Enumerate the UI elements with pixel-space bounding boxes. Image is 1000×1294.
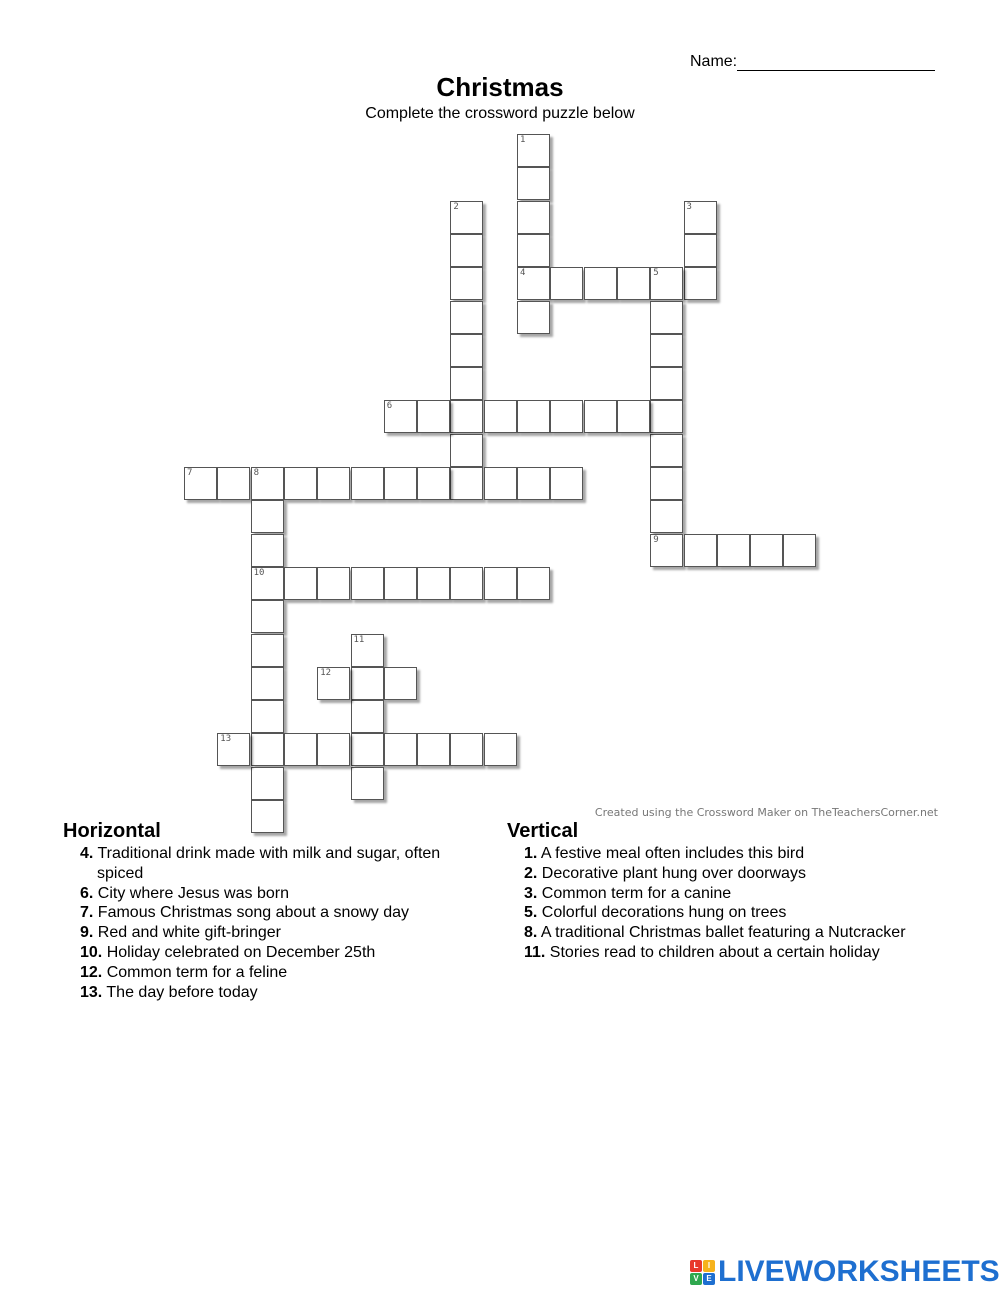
crossword-cell[interactable] — [450, 400, 483, 433]
clue-number: 12 — [320, 667, 332, 678]
crossword-cell[interactable] — [351, 767, 384, 800]
clue-num: 3. — [524, 884, 538, 902]
crossword-cell[interactable] — [484, 467, 517, 500]
crossword-cell[interactable] — [417, 733, 450, 766]
clue-text: Colorful decorations hung on trees — [537, 904, 787, 922]
crossword-cell[interactable] — [351, 567, 384, 600]
clue-num: 9. — [80, 924, 94, 942]
clue-text: The day before today — [102, 983, 258, 1001]
name-label: Name: — [690, 53, 738, 70]
crossword-cell[interactable] — [650, 267, 683, 300]
crossword-cell[interactable] — [450, 733, 483, 766]
clue-num: 1. — [524, 845, 538, 862]
clue-number: 5 — [653, 268, 659, 279]
crossword-cell[interactable] — [484, 567, 517, 600]
crossword-cell[interactable] — [384, 667, 417, 700]
clue-text: A festive meal often includes this bird — [537, 845, 805, 862]
crossword-cell[interactable] — [450, 467, 483, 500]
vertical-clue-list — [507, 844, 957, 963]
clue-number: 10 — [253, 567, 265, 578]
crossword-cell[interactable] — [517, 167, 550, 200]
crossword-cell[interactable] — [351, 733, 384, 766]
crossword-cell[interactable] — [417, 567, 450, 600]
horizontal-clue-list — [63, 844, 483, 1002]
crossword-cell[interactable] — [517, 201, 550, 234]
logo-letter-tile: L — [690, 1260, 702, 1272]
crossword-cell[interactable] — [251, 733, 284, 766]
crossword-cell[interactable] — [517, 467, 550, 500]
horizontal-clue — [80, 903, 483, 923]
crossword-cell[interactable] — [650, 534, 683, 567]
crossword-cell[interactable] — [517, 267, 550, 300]
clue-number: 3 — [686, 201, 692, 212]
crossword-cell[interactable] — [384, 467, 417, 500]
clue-num: 5. — [524, 904, 538, 922]
crossword-cell[interactable] — [251, 534, 284, 567]
clue-number: 7 — [187, 468, 193, 478]
crossword-cell[interactable] — [684, 267, 717, 300]
crossword-cell[interactable] — [317, 567, 350, 600]
horizontal-clue — [80, 844, 483, 884]
clue-text: Common term for a feline — [102, 963, 288, 981]
horizontal-clue — [80, 884, 483, 904]
page-title: Christmas — [436, 72, 564, 102]
crossword-cell[interactable] — [450, 367, 483, 400]
crossword-cell[interactable] — [351, 667, 384, 700]
crossword-cell[interactable] — [317, 467, 350, 500]
crossword-cell[interactable] — [450, 267, 483, 300]
crossword-cell[interactable] — [251, 667, 284, 700]
crossword-cell[interactable] — [550, 267, 583, 300]
clue-text: Decorative plant hung over doorways — [537, 864, 806, 882]
horizontal-clues — [63, 820, 483, 1002]
crossword-cell[interactable] — [217, 733, 250, 766]
clue-text: Stories read to children about a certain holiday — [545, 943, 880, 961]
vertical-clue — [524, 943, 957, 963]
clue-number: 13 — [220, 734, 232, 745]
clue-number: 11 — [353, 634, 365, 645]
clue-num: 8. — [524, 924, 538, 942]
crossword-cell[interactable] — [484, 400, 517, 433]
vertical-heading: Vertical — [507, 820, 579, 842]
crossword-cell[interactable] — [284, 733, 317, 766]
crossword-cell[interactable] — [584, 400, 617, 433]
crossword-cell[interactable] — [384, 733, 417, 766]
clue-num: 7. — [80, 904, 94, 922]
crossword-cell[interactable] — [217, 467, 250, 500]
crossword-cell[interactable] — [251, 600, 284, 633]
horizontal-clue — [80, 943, 483, 963]
clue-num: 6. — [80, 884, 94, 902]
crossword-cell[interactable] — [617, 267, 650, 300]
clue-number: 2 — [453, 201, 459, 212]
clue-num: 10. — [80, 943, 103, 961]
horizontal-heading: Horizontal — [63, 820, 161, 842]
crossword-cell[interactable] — [450, 434, 483, 467]
crossword-cell[interactable] — [684, 201, 717, 234]
crossword-cell[interactable] — [450, 334, 483, 367]
clue-num: 12. — [80, 963, 103, 981]
crossword-cell[interactable] — [650, 400, 683, 433]
crossword-cell[interactable] — [684, 234, 717, 267]
clue-text: Holiday celebrated on December 25th — [102, 943, 376, 961]
crossword-cell[interactable] — [517, 567, 550, 600]
crossword-cell[interactable] — [317, 667, 350, 700]
clue-num: 4. — [80, 845, 94, 862]
clue-text: Red and white gift-bringer — [93, 924, 281, 942]
clue-text: Common term for a canine — [537, 884, 732, 902]
vertical-clue — [524, 844, 957, 864]
crossword-cell[interactable] — [650, 500, 683, 533]
crossword-cell[interactable] — [584, 267, 617, 300]
horizontal-clue — [80, 963, 483, 983]
crossword-cell[interactable] — [317, 733, 350, 766]
crossword-cell[interactable] — [650, 301, 683, 334]
crossword-cell[interactable] — [517, 400, 550, 433]
crossword-cell[interactable] — [450, 234, 483, 267]
crossword-cell[interactable] — [251, 634, 284, 667]
crossword-cell[interactable] — [450, 201, 483, 234]
crossword-cell[interactable] — [717, 534, 750, 567]
clue-text: Famous Christmas song about a snowy day — [93, 904, 410, 922]
vertical-clues — [507, 820, 957, 963]
logo-letter-tile: V — [690, 1273, 702, 1285]
crossword-cell[interactable] — [650, 367, 683, 400]
clue-num: 13. — [80, 983, 103, 1001]
credit-text: Created using the Crossword Maker on TheTeachersCorner.net — [594, 806, 938, 819]
page-subtitle: Complete the crossword puzzle below — [365, 105, 635, 122]
crossword-cell[interactable] — [351, 700, 384, 733]
crossword-cell[interactable] — [650, 334, 683, 367]
vertical-clue — [524, 923, 957, 943]
crossword-cell[interactable] — [251, 700, 284, 733]
clue-number: 4 — [520, 268, 526, 279]
crossword-cell[interactable] — [284, 567, 317, 600]
crossword-cell[interactable] — [251, 500, 284, 533]
crossword-cell[interactable] — [251, 467, 284, 500]
clue-num: 2. — [524, 864, 538, 882]
vertical-clue — [524, 884, 957, 904]
crossword-cell[interactable] — [650, 467, 683, 500]
clue-number: 6 — [386, 401, 393, 412]
clue-text: City where Jesus was born — [93, 884, 289, 902]
clue-number: 8 — [253, 468, 260, 478]
crossword-cell[interactable] — [450, 301, 483, 334]
crossword-cell[interactable] — [351, 634, 384, 667]
crossword-cell[interactable] — [783, 534, 816, 567]
crossword-cell[interactable] — [750, 534, 783, 567]
logo-mark-icon — [690, 1260, 715, 1285]
crossword-cell[interactable] — [417, 467, 450, 500]
crossword-cell[interactable] — [484, 733, 517, 766]
crossword-cell[interactable] — [384, 400, 417, 433]
logo-text: LIVEWORKSHEETS — [718, 1255, 1000, 1288]
crossword-cell[interactable] — [284, 467, 317, 500]
horizontal-clue — [80, 923, 483, 943]
crossword-cell[interactable] — [617, 400, 650, 433]
crossword-cell[interactable] — [450, 567, 483, 600]
crossword-cell[interactable] — [517, 234, 550, 267]
vertical-clue — [524, 864, 957, 884]
crossword-cell[interactable] — [351, 467, 384, 500]
crossword-cell[interactable] — [517, 134, 550, 167]
crossword-cell[interactable] — [684, 534, 717, 567]
crossword-cell[interactable] — [550, 467, 583, 500]
horizontal-clue — [80, 983, 483, 1003]
clue-num: 11. — [524, 943, 546, 961]
crossword-cell[interactable] — [251, 767, 284, 800]
logo-letter-tile: I — [703, 1260, 715, 1272]
crossword-cell[interactable] — [384, 567, 417, 600]
crossword-cell[interactable] — [550, 400, 583, 433]
vertical-clue — [524, 903, 957, 923]
liveworksheets-logo — [690, 1255, 1000, 1289]
clue-number: 1 — [520, 135, 526, 145]
crossword-cell[interactable] — [251, 567, 284, 600]
clue-text: A traditional Christmas ballet featuring a Nutcracker — [537, 924, 906, 942]
crossword-cell[interactable] — [184, 467, 217, 500]
crossword-cell[interactable] — [650, 434, 683, 467]
crossword-cell[interactable] — [417, 400, 450, 433]
crossword-cell[interactable] — [517, 301, 550, 334]
clue-number: 9 — [653, 534, 659, 545]
clue-text: Traditional drink made with milk and sugar, often spiced — [93, 845, 441, 882]
logo-letter-tile: E — [703, 1273, 715, 1285]
